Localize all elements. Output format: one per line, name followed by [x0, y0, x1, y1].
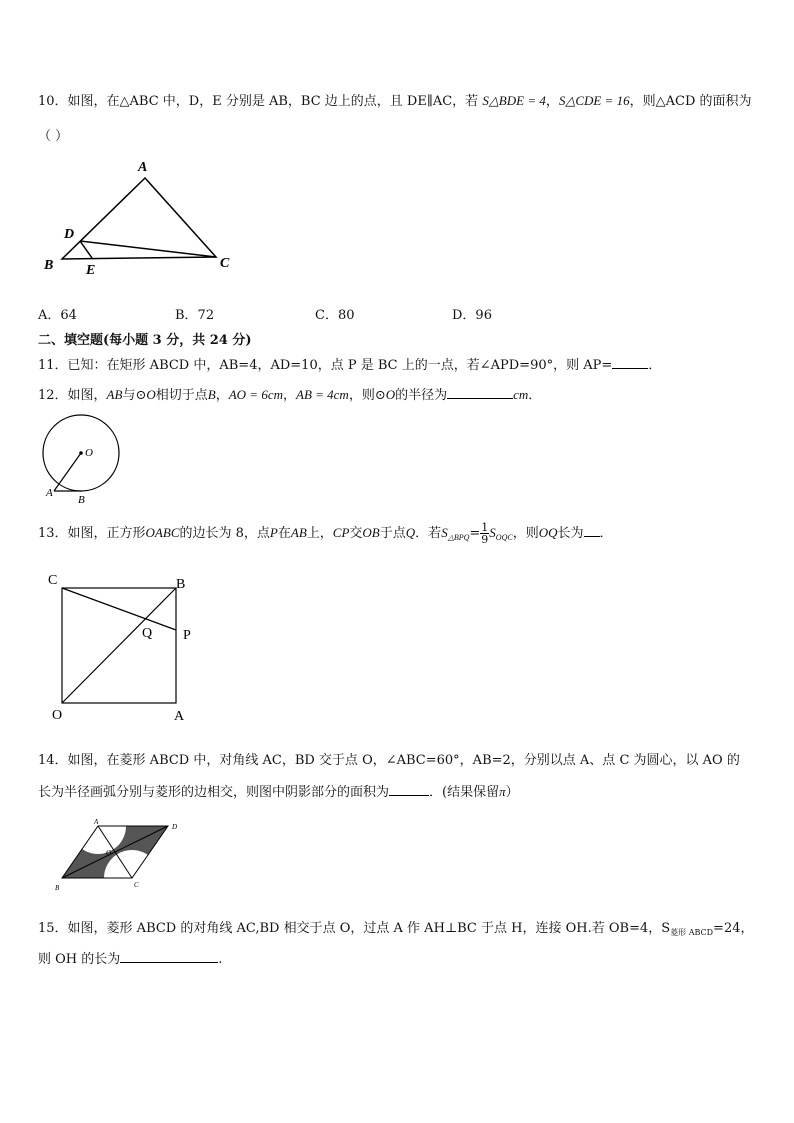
q14-rhombus-figure [50, 818, 190, 896]
q13-t3: 上， [306, 526, 333, 541]
label-p: P [183, 628, 191, 643]
label-o: O [52, 708, 63, 723]
triangle-abc [62, 178, 216, 259]
q13-t4: 交 [349, 526, 363, 541]
q10-option-d: D．96 [452, 308, 492, 323]
q13-t8: 长为 [557, 526, 584, 541]
q12-o1: O [146, 387, 156, 402]
q12-pre: 12．如图， [38, 388, 107, 403]
q10-option-c: C．80 [315, 308, 355, 323]
q13-cp: CP [332, 525, 350, 540]
q15-line1-sub: 菱形 ABCD [670, 928, 714, 937]
q11-text: 11．已知：在矩形 ABCD 中，AB=4，AD=10，点 P 是 BC 上的一点，若∠APD=90°，则 AP= [38, 358, 613, 373]
q13-answer-blank[interactable] [584, 524, 600, 537]
q13-pre: 13．如图，正方形 [38, 526, 146, 541]
q12-unit: cm [513, 387, 529, 402]
q13-p: P [269, 525, 278, 540]
label-e: E [86, 263, 96, 275]
label-q: Q [142, 626, 153, 641]
q10-s-cde: S△CDE = 16 [558, 93, 630, 108]
q12-ab: AB [106, 387, 123, 402]
label-c: C [134, 881, 139, 889]
q12-circle-figure [38, 410, 128, 505]
q11-answer-blank[interactable] [612, 356, 648, 369]
q13-frac-den: 9 [481, 533, 489, 546]
label-b: B [55, 884, 60, 892]
q12-line [38, 384, 541, 403]
q10-line1 [38, 90, 752, 109]
label-a: A [174, 709, 185, 724]
q14-line2a: 长为半径画弧分别与菱形的边相交，则图中阴影部分的面积为 [38, 785, 390, 800]
q11-line [38, 354, 661, 373]
q12-ao: AO = 6cm [228, 387, 283, 402]
label-c: C [48, 573, 58, 588]
q15-line2 [38, 948, 222, 967]
q13-ab: AB [290, 525, 307, 540]
q15-end: . [218, 952, 223, 967]
q10-text1: 10．如图，在△ABC 中，D，E 分别是 AB，BC 边上的点，且 DE∥AC，若 [38, 94, 483, 109]
q13-oq: OQ [538, 525, 558, 540]
q10-sep: ， [545, 94, 559, 109]
q13-sub1: △BPQ [447, 533, 470, 542]
segment-ao [54, 453, 81, 491]
q15-line2a: 则 OH 的长为 [38, 952, 121, 967]
segment-dc [80, 241, 216, 257]
q12-b: B [207, 387, 216, 402]
q12-ab-len: AB = 4cm [296, 387, 349, 402]
q15-line1 [38, 917, 753, 938]
segment-de [80, 241, 92, 258]
q14-line2c: ） [505, 785, 519, 800]
q13-oabc: OABC [145, 525, 180, 540]
segment-cp [62, 588, 176, 630]
q12-end: ． [528, 388, 542, 403]
q12-mid3: ， [215, 388, 229, 403]
q12-mid2: 相切于点 [155, 388, 208, 403]
q13-t6: ．若 [415, 526, 442, 541]
q13-q: Q [405, 525, 416, 540]
q13-s: S [441, 525, 448, 540]
q10-text2: ，则△ACD 的面积为 [629, 94, 752, 109]
q12-answer-blank[interactable] [447, 386, 513, 399]
q15-line1b: =24， [713, 921, 754, 936]
q10-paren: （ ） [38, 129, 69, 144]
q15-answer-blank[interactable] [120, 950, 218, 963]
q10-option-b: B．72 [175, 308, 215, 323]
q13-t5: 于点 [379, 526, 406, 541]
q10-option-a: A．64 [38, 308, 77, 323]
q13-s2: S [489, 525, 496, 540]
q15-line1a: 15．如图，菱形 ABCD 的对角线 AC,BD 相交于点 O，过点 A 作 AH⊥BC 于点 H，连接 OH.若 OB=4，S [38, 921, 671, 936]
label-a: A [46, 487, 53, 499]
q14-line1: 14．如图，在菱形 ABCD 中，对角线 AC，BD 交于点 O，∠ABC=60°，AB=2，分别以点 A、点 C 为圆心，以 AO 的 [38, 753, 740, 768]
q13-square-figure [38, 568, 208, 728]
label-b: B [44, 258, 54, 273]
q12-o2: O [385, 387, 396, 402]
label-d: D [64, 227, 75, 242]
label-a: A [138, 160, 148, 175]
q13-frac-num: 1 [481, 521, 489, 534]
q12-mid5: ，则⊙ [348, 388, 386, 403]
section-heading: 二、填空题(每小题 3 分，共 24 分) [38, 333, 252, 348]
label-o: O [106, 849, 112, 857]
q14-pi: π [499, 784, 506, 799]
q12-mid6: 的半径为 [395, 388, 448, 403]
label-o: O [85, 447, 93, 459]
diagonal-ob [62, 588, 176, 703]
q13-line [38, 522, 613, 545]
q12-mid4: ， [282, 388, 296, 403]
q14-line2b: ．(结果保留 [429, 785, 500, 800]
label-b: B [176, 577, 186, 592]
q13-end: ． [599, 526, 613, 541]
label-b: B [78, 494, 85, 505]
q13-t2: 在 [277, 526, 291, 541]
label-c: C [220, 256, 230, 271]
label-a: A [94, 818, 99, 826]
q13-t7: ，则 [512, 526, 539, 541]
q14-answer-blank[interactable] [389, 783, 429, 796]
q10-triangle-figure [38, 155, 248, 275]
q12-mid1: 与⊙ [122, 388, 147, 403]
label-d: D [172, 823, 178, 831]
q14-line2 [38, 781, 519, 800]
q10-s-bde: S△BDE = 4 [482, 93, 546, 108]
q13-sub2: OQC [495, 533, 513, 542]
q13-ob: OB [362, 525, 380, 540]
center-dot [79, 451, 83, 455]
q11-end: ． [648, 358, 662, 373]
q13-eq: = [469, 526, 481, 541]
q13-fraction [480, 522, 489, 545]
q13-t1: 的边长为 8，点 [179, 526, 270, 541]
